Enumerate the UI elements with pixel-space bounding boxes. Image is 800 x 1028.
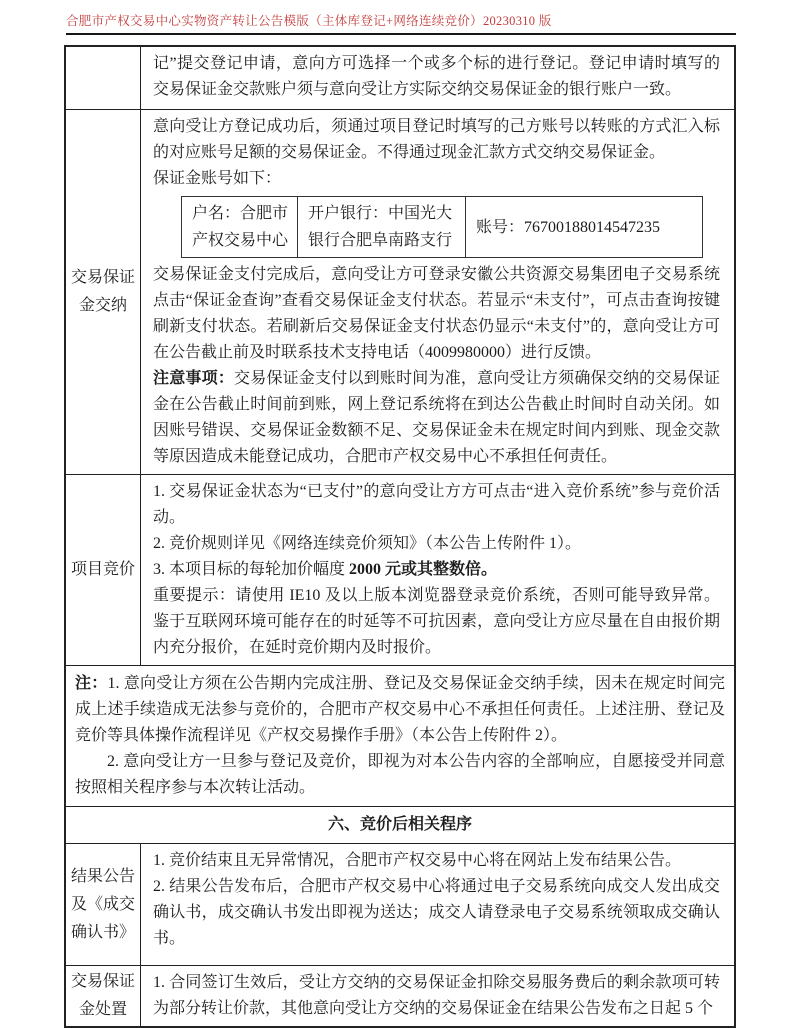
document-header [0, 0, 800, 35]
account-number-cell: 账号：76700188014547235 [476, 218, 661, 236]
bidding-item-2: 2. 竞价规则详见《网络连续竞价须知》（本公告上传附件 1）。 [153, 535, 582, 552]
row-label-deposit-payment: 交易保证金交纳 [66, 110, 141, 474]
result-announcement-cell [141, 844, 734, 965]
table-row-project-bidding [66, 474, 734, 665]
result-item-2: 2. 结果公告发布后，合肥市产权交易中心将通过电子交易系统向成交人发出成交确认书，成交确认书发出即视为送达；成交人请登录电子交易系统领取成交确认书。 [153, 878, 720, 947]
table-row-deposit-disposal [66, 965, 734, 1026]
table-row-registration-continued [66, 47, 734, 109]
bidding-item-3 [153, 557, 720, 583]
deposit-status-paragraph: 交易保证金支付完成后，意向受让方可登录安徽公共资源交易集团电子交易系统点击“保证金查询”查看交易保证金支付状态。若显示“未支付”，可点击查询按键刷新支付状态。若刷新后交易保证金支付状态仍显示“未支付”的，意向受让方可在公告截止前及时联系技术支持电话（4009980000）进行反馈。 [153, 266, 720, 361]
header-rule [66, 33, 736, 35]
row-label-empty [66, 47, 141, 109]
bidding-increment-value: 2000 元或其整数倍。 [349, 561, 498, 578]
result-item-1: 1. 竞价结束且无异常情况，合肥市产权交易中心将在网站上发布结果公告。 [153, 852, 682, 869]
note-1-paragraph [75, 671, 725, 749]
deposit-notice-paragraph [153, 366, 720, 470]
deposit-notice-label: 注意事项： [153, 370, 235, 387]
deposit-notice-text: 交易保证金支付以到账时间为准，意向受让方须确保交纳的交易保证金在公告截止时间前到账，网上登记系统将在到达公告截止时间时自动关闭。如因账号错误、交易保证金数额不足、交易保证金未在规定时间内到账、现金交款等原因造成未能登记成功，合肥市产权交易中心不承担任何责任。 [153, 370, 720, 465]
deposit-account-table [181, 196, 703, 258]
announcement-table [64, 45, 736, 1028]
project-bidding-cell [141, 475, 734, 665]
row-label-project-bidding: 项目竞价 [66, 475, 141, 665]
table-row-notes [66, 665, 734, 806]
deposit-transfer-paragraph: 意向受让方登记成功后，须通过项目登记时填写的己方账号以转账的方式汇入标的对应账号足额的交易保证金。不得通过现金汇款方式交纳交易保证金。 [153, 118, 720, 161]
table-row-section-header [66, 806, 734, 843]
note-2-paragraph: 2. 意向受让方一旦参与登记及竞价，即视为对本公告内容的全部响应，自愿接受并同意按照相关程序参与本次转让活动。 [75, 753, 725, 796]
bidding-tip-paragraph: 重要提示：请使用 IE10 及以上版本浏览器登录竞价系统，否则可能导致异常。鉴于互联网环境可能存在的时延等不可抗因素，意向受让方应尽量在自由报价期内充分报价，在延时竞价期内及时报价。 [153, 587, 720, 656]
disposal-item-1: 1. 合同签订生效后，受让方交纳的交易保证金扣除交易服务费后的剩余款项可转为部分转让价款，其他意向受让方交纳的交易保证金在结果公告发布之日起 5 个 [153, 974, 720, 1017]
account-holder-cell: 户名：合肥市产权交易中心 [182, 197, 298, 257]
row-label-result-announcement: 结果公告及《成交确认书》 [66, 844, 141, 965]
bidding-item-1: 1. 交易保证金状态为“已支付”的意向受让方方可点击“进入竞价系统”参与竞价活动。 [153, 483, 720, 526]
table-row-deposit-payment [66, 109, 734, 474]
registration-continued-cell [141, 47, 734, 109]
bidding-item-3-prefix: 3. 本项目标的每轮加价幅度 [153, 561, 350, 578]
row-label-deposit-disposal: 交易保证金处置 [66, 966, 141, 1026]
registration-continued-text: 记”提交登记申请，意向方可选择一个或多个标的进行登记。登记申请时填写的交易保证金交款账户须与意向受让方实际交纳交易保证金的银行账户一致。 [153, 55, 720, 98]
section-header-title: 六、竞价后相关程序 [327, 816, 472, 833]
table-row-result-announcement [66, 843, 734, 965]
note-1-text: 1. 意向受让方须在公告期内完成注册、登记及交易保证金交纳手续，因未在规定时间完成上述手续造成无法参与竞价的，合肥市产权交易中心不承担任何责任。上述注册、登记及竞价等具体操作流程详见《产权交易操作手册》（本公告上传附件 2）。 [75, 675, 725, 744]
note-label: 注： [75, 675, 108, 692]
document-title: 合肥市产权交易中心实物资产转让公告模版（主体库登记+网络连续竞价）20230310 版 [66, 14, 552, 28]
deposit-disposal-cell [141, 966, 734, 1026]
deposit-payment-cell [141, 110, 734, 474]
deposit-account-intro: 保证金账号如下： [153, 170, 282, 187]
account-bank-cell: 开户银行：中国光大银行合肥阜南路支行 [298, 197, 466, 257]
